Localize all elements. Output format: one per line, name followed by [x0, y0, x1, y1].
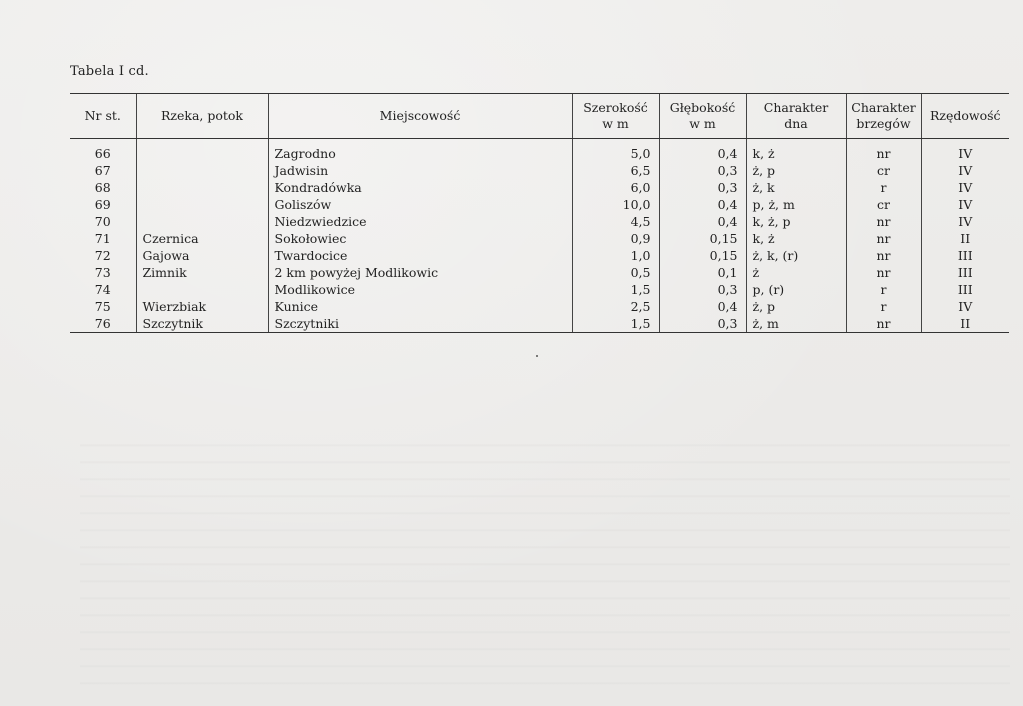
header-place: Miejscowość — [268, 94, 572, 139]
cell-depth: 0,1 — [659, 264, 746, 281]
cell-bed: k, ż — [746, 230, 846, 247]
header-width: Szerokość w m — [572, 94, 659, 139]
cell-bed: k, ż — [746, 145, 846, 162]
ink-dot — [536, 355, 538, 357]
cell-place: Twardocice — [268, 247, 572, 264]
cell-order: IV — [921, 145, 1009, 162]
cell-depth: 0,3 — [659, 162, 746, 179]
table-caption: Tabela I cd. — [70, 64, 149, 79]
cell-nr: 76 — [70, 315, 136, 333]
cell-width: 6,0 — [572, 179, 659, 196]
cell-place: Goliszów — [268, 196, 572, 213]
cell-order: II — [921, 230, 1009, 247]
header-river: Rzeka, potok — [136, 94, 268, 139]
cell-river: Szczytnik — [136, 315, 268, 333]
cell-place: 2 km powyżej Modlikowic — [268, 264, 572, 281]
cell-bed: ż, k — [746, 179, 846, 196]
cell-banks: nr — [846, 230, 921, 247]
river-table — [70, 93, 1009, 333]
cell-bed: ż, m — [746, 315, 846, 333]
cell-river — [136, 196, 268, 213]
cell-width: 0,5 — [572, 264, 659, 281]
cell-river: Zimnik — [136, 264, 268, 281]
cell-bed: ż — [746, 264, 846, 281]
cell-nr: 68 — [94, 180, 111, 195]
cell-depth: 0,4 — [659, 196, 746, 213]
cell-river: Wierzbiak — [136, 298, 268, 315]
table-row — [70, 315, 1009, 333]
cell-nr: 67 — [94, 163, 111, 178]
cell-place: Jadwisin — [268, 162, 572, 179]
cell-order: III — [921, 247, 1009, 264]
cell-width: 0,9 — [572, 230, 659, 247]
header-banks: Charakter brzegów — [846, 94, 921, 139]
cell-width: 6,5 — [572, 162, 659, 179]
cell-bed: p, ż, m — [746, 196, 846, 213]
cell-width: 4,5 — [572, 213, 659, 230]
cell-nr: 71 — [94, 231, 111, 246]
cell-order: III — [921, 264, 1009, 281]
cell-depth: 0,4 — [659, 213, 746, 230]
header-order: Rzędowość — [921, 94, 1009, 139]
table-row — [70, 145, 1009, 162]
cell-width: 5,0 — [572, 145, 659, 162]
cell-banks: nr — [846, 247, 921, 264]
cell-river: Gajowa — [136, 247, 268, 264]
cell-nr: 73 — [94, 265, 111, 280]
table-row — [70, 281, 1009, 298]
cell-nr: 74 — [94, 282, 111, 297]
cell-banks: nr — [846, 264, 921, 281]
cell-nr: 72 — [94, 248, 111, 263]
cell-place: Zagrodno — [268, 145, 572, 162]
cell-banks: r — [846, 179, 921, 196]
cell-place: Szczytniki — [268, 315, 572, 333]
cell-nr: 75 — [94, 299, 111, 314]
cell-place: Sokołowiec — [268, 230, 572, 247]
table-row — [70, 162, 1009, 179]
cell-width: 2,5 — [572, 298, 659, 315]
cell-banks: r — [846, 298, 921, 315]
cell-order: IV — [921, 213, 1009, 230]
table-row — [70, 213, 1009, 230]
cell-depth: 0,15 — [659, 247, 746, 264]
cell-nr: 66 — [94, 146, 111, 161]
header-depth: Głębokość w m — [659, 94, 746, 139]
cell-place: Kunice — [268, 298, 572, 315]
header-bed: Charakter dna — [746, 94, 846, 139]
cell-depth: 0,3 — [659, 179, 746, 196]
cell-order: IV — [921, 162, 1009, 179]
bleed-through-texture — [80, 430, 1010, 690]
table-row — [70, 298, 1009, 315]
cell-order: IV — [921, 196, 1009, 213]
table-row — [70, 179, 1009, 196]
header-nr: Nr st. — [70, 94, 136, 139]
cell-bed: ż, p — [746, 298, 846, 315]
cell-river — [136, 213, 268, 230]
table-row — [70, 196, 1009, 213]
cell-bed: ż, p — [746, 162, 846, 179]
cell-nr: 69 — [94, 197, 111, 212]
cell-order: IV — [921, 179, 1009, 196]
header-row — [70, 94, 1009, 139]
cell-river — [136, 145, 268, 162]
cell-order: III — [921, 281, 1009, 298]
cell-river: Czernica — [136, 230, 268, 247]
cell-bed: k, ż, p — [746, 213, 846, 230]
cell-depth: 0,4 — [659, 145, 746, 162]
cell-width: 1,0 — [572, 247, 659, 264]
cell-banks: cr — [846, 196, 921, 213]
cell-place: Kondradówka — [268, 179, 572, 196]
cell-banks: nr — [846, 213, 921, 230]
cell-width: 10,0 — [572, 196, 659, 213]
cell-bed: p, (r) — [746, 281, 846, 298]
cell-width: 1,5 — [572, 281, 659, 298]
cell-depth: 0,4 — [659, 298, 746, 315]
cell-banks: nr — [846, 145, 921, 162]
cell-depth: 0,3 — [659, 315, 746, 333]
table-row — [70, 230, 1009, 247]
cell-width: 1,5 — [572, 315, 659, 333]
cell-order: II — [921, 315, 1009, 333]
cell-banks: r — [846, 281, 921, 298]
cell-depth: 0,15 — [659, 230, 746, 247]
cell-nr: 70 — [94, 214, 111, 229]
cell-river — [136, 162, 268, 179]
cell-banks: cr — [846, 162, 921, 179]
cell-order: IV — [921, 298, 1009, 315]
cell-river — [136, 179, 268, 196]
cell-depth: 0,3 — [659, 281, 746, 298]
cell-river — [136, 281, 268, 298]
cell-place: Modlikowice — [268, 281, 572, 298]
cell-place: Niedzwiedzice — [268, 213, 572, 230]
cell-banks: nr — [846, 315, 921, 333]
cell-bed: ż, k, (r) — [746, 247, 846, 264]
table-row — [70, 264, 1009, 281]
table-row — [70, 247, 1009, 264]
